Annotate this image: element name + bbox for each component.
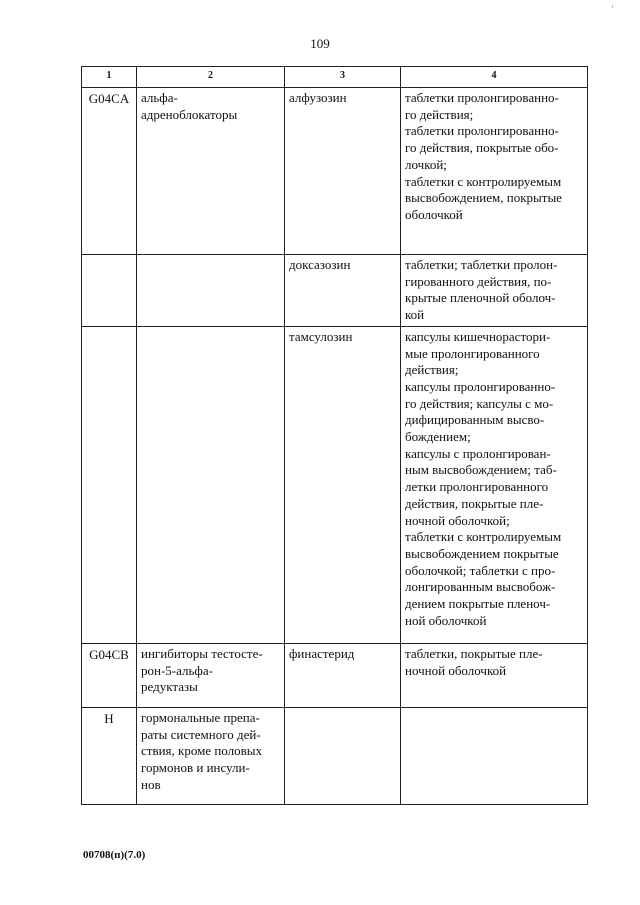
cell-text-line: лонгированным высвобож- [405,579,556,595]
cell-text-line: ночной оболочкой; [405,512,510,528]
cell-text-line: ингибиторы тестосте- [141,645,263,661]
cell-text-line: го действия; [405,106,474,122]
atc-code-cell: G04CB [82,643,137,707]
cell-text-line: лочкой; [405,156,447,172]
atc-code-cell: G04CA [82,88,137,255]
cell-text-line: бождением; [405,429,471,445]
dosage-forms-cell [401,707,588,804]
atc-code-cell [82,255,137,327]
cell-text-line: гированного действия, по- [405,273,552,289]
cell-text-line: го действия, покрытые обо- [405,140,559,156]
drug-name-cell [285,643,401,707]
cell-text-line: рон-5-альфа- [141,662,213,678]
cell-text-line: гормональные препа- [141,709,260,725]
cell-text-line: капсулы с пролонгирован- [405,445,551,461]
document-footer-code: 00708(п)(7.0) [83,849,146,861]
table-row [82,326,588,643]
cell-text-line: редуктазы [141,679,198,695]
cell-text-line: таблетки с контролируемым [405,529,562,545]
cell-text-line: высвобождением, покрытые [405,190,562,206]
dosage-forms-cell [401,255,588,327]
cell-text-line: таблетки пролонгированно- [405,123,559,139]
cell-text-line: раты системного дей- [141,726,261,742]
cell-text-line: оболочкой [405,206,463,222]
cell-text-line: высвобождением покрытые [405,545,559,561]
cell-text-line: ствия, кроме половых [141,743,262,759]
cell-text-line: финастерид [289,645,355,661]
pharmacological-group-cell [137,643,285,707]
pharmacological-group-cell [137,88,285,255]
cell-text-line: таблетки пролонгированно- [405,90,559,105]
cell-text-line: ночной оболочкой [405,662,507,678]
cell-text-line: нов [141,776,161,792]
cell-text-line: мые пролонгированного [405,345,540,361]
table-row [82,707,588,804]
cell-text-line: оболочкой; таблетки с про- [405,562,556,578]
cell-text-line: доксазозин [289,257,351,272]
cell-text-line: адреноблокаторы [141,106,238,122]
table-row [82,643,588,707]
cell-text-line: летки пролонгированного [405,479,549,495]
drug-name-cell [285,707,401,804]
cell-text-line: дением покрытые пленоч- [405,596,551,612]
cell-text-line: гормонов и инсули- [141,759,250,775]
column-header: 4 [401,67,588,88]
atc-code-cell [82,326,137,643]
cell-text-line: тамсулозин [289,328,353,344]
table-row [82,88,588,255]
atc-code-cell: H [82,707,137,804]
drug-name-cell [285,88,401,255]
pharmacological-group-cell [137,326,285,643]
dosage-forms-cell [401,88,588,255]
cell-text-line: альфа- [141,90,178,105]
cell-text-line: ным высвобождением; таб- [405,462,557,478]
cell-text-line: крытые пленочной оболоч- [405,290,556,306]
column-header: 3 [285,67,401,88]
table-body [82,88,588,805]
dosage-forms-cell [401,643,588,707]
cell-text-line: ной оболочкой [405,612,487,628]
cell-text-line: капсулы пролонгированно- [405,378,556,394]
pharmacological-group-cell [137,707,285,804]
table-row [82,255,588,327]
corner-mark: ' [612,4,614,14]
cell-text-line: алфузозин [289,90,347,105]
column-header: 2 [137,67,285,88]
page-number: 109 [310,36,330,51]
cell-text-line: действия, покрытые пле- [405,495,544,511]
cell-text-line: таблетки, покрытые пле- [405,645,543,661]
cell-text-line: дифицированным высво- [405,412,545,428]
cell-text-line: капсулы кишечнорастори- [405,328,551,344]
pharmacological-group-cell [137,255,285,327]
column-header: 1 [82,67,137,88]
dosage-forms-cell [401,326,588,643]
cell-text-line: действия; [405,362,459,378]
header-row [82,67,588,88]
cell-text-line: кой [405,307,425,323]
cell-text-line: таблетки; таблетки пролон- [405,257,558,272]
drug-name-cell [285,326,401,643]
drug-name-cell [285,255,401,327]
drug-classification-table [81,66,588,805]
cell-text-line: таблетки с контролируемым [405,173,562,189]
cell-text-line: го действия; капсулы с мо- [405,395,554,411]
